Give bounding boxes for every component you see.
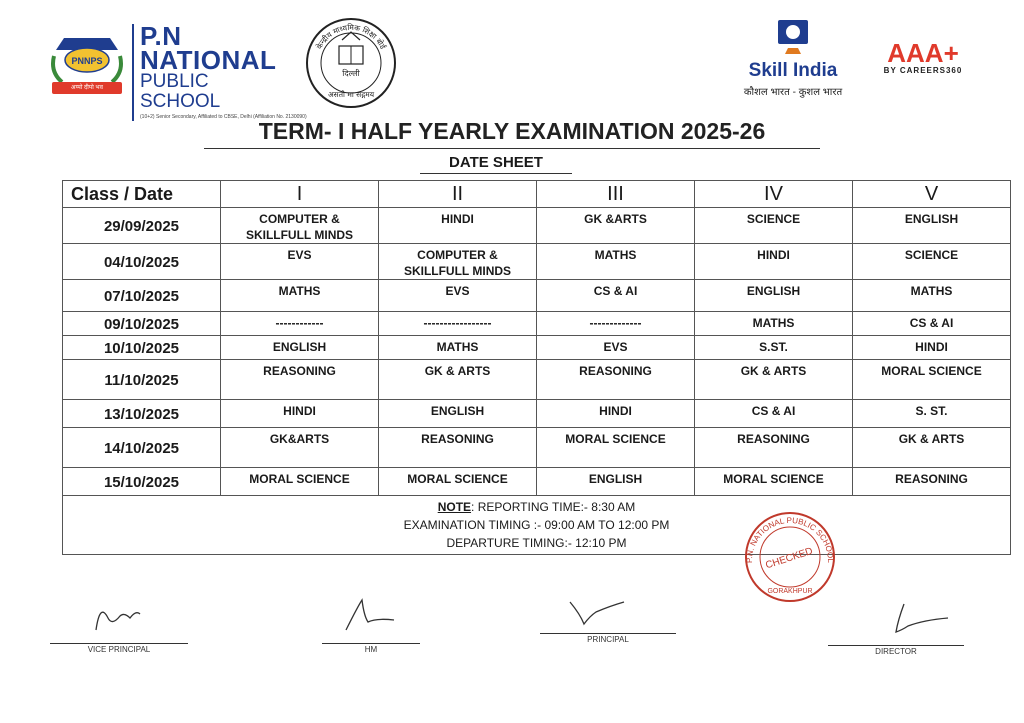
vice-principal-label: VICE PRINCIPAL bbox=[87, 645, 151, 654]
table-cell: ENGLISH bbox=[537, 468, 695, 496]
stamp-bottom-text: GORAKHPUR bbox=[767, 588, 813, 595]
table-cell: MORAL SCIENCE bbox=[853, 360, 1011, 400]
header-class-2: II bbox=[379, 181, 537, 208]
table-cell: ------------- bbox=[537, 312, 695, 336]
school-stamp-icon bbox=[734, 505, 846, 605]
skill-india-emblem-icon bbox=[776, 18, 810, 56]
table-cell: SCIENCE bbox=[695, 208, 853, 244]
hm-label: HM bbox=[364, 645, 378, 654]
page-title: TERM- I HALF YEARLY EXAMINATION 2025-26 bbox=[204, 118, 820, 149]
school-name-line2: NATIONAL bbox=[140, 45, 277, 75]
table-cell: MATHS bbox=[853, 280, 1011, 312]
accreditation-grade: AAA+ bbox=[887, 38, 959, 68]
reporting-time: : REPORTING TIME:- 8:30 AM bbox=[471, 500, 636, 514]
table-row bbox=[63, 428, 1011, 468]
notes-cell bbox=[63, 496, 1011, 555]
table-cell: HINDI bbox=[379, 208, 537, 244]
row-date: 10/10/2025 bbox=[63, 336, 221, 360]
table-row bbox=[63, 468, 1011, 496]
seal-center-text: दिल्ली bbox=[342, 69, 360, 78]
exam-timing: EXAMINATION TIMING :- 09:00 AM TO 12:00 PM bbox=[403, 518, 670, 532]
signature-scribble-icon bbox=[540, 594, 676, 628]
table-cell: MORAL SCIENCE bbox=[537, 428, 695, 468]
table-cell: MORAL SCIENCE bbox=[695, 468, 853, 496]
table-cell: COMPUTER & SKILLFULL MINDS bbox=[221, 208, 379, 244]
accreditation-logo bbox=[868, 40, 978, 90]
table-cell: ENGLISH bbox=[221, 336, 379, 360]
notes-row bbox=[63, 496, 1011, 555]
table-cell: REASONING bbox=[537, 360, 695, 400]
row-date: 04/10/2025 bbox=[63, 244, 221, 280]
table-cell: MATHS bbox=[695, 312, 853, 336]
school-name-line1: P.N bbox=[140, 21, 182, 51]
table-cell: HINDI bbox=[695, 244, 853, 280]
table-cell: SCIENCE bbox=[853, 244, 1011, 280]
header-class-5: V bbox=[853, 181, 1011, 208]
seal-top-text: केन्द्रीय माध्यमिक शिक्षा बोर्ड bbox=[314, 22, 388, 51]
table-cell: GK & ARTS bbox=[695, 360, 853, 400]
table-cell: MORAL SCIENCE bbox=[379, 468, 537, 496]
signature-scribble-icon bbox=[50, 596, 188, 638]
table-row bbox=[63, 208, 1011, 244]
skill-india-name: Skill India bbox=[748, 60, 838, 81]
table-cell: REASONING bbox=[379, 428, 537, 468]
stamp-center-text: CHECKED bbox=[764, 545, 815, 572]
signature-scribble-icon bbox=[322, 596, 420, 638]
table-cell: EVS bbox=[221, 244, 379, 280]
row-date: 14/10/2025 bbox=[63, 428, 221, 468]
school-affiliation: (10+2) Senior Secondary, Affiliated to CBSE, Delhi (Affiliation No. 2130090) bbox=[140, 114, 307, 120]
table-row bbox=[63, 360, 1011, 400]
table-cell: HINDI bbox=[853, 336, 1011, 360]
row-date: 11/10/2025 bbox=[63, 360, 221, 400]
table-cell: S.ST. bbox=[695, 336, 853, 360]
row-date: 09/10/2025 bbox=[63, 312, 221, 336]
table-cell: ------------ bbox=[221, 312, 379, 336]
accreditation-by: BY CAREERS360 bbox=[883, 66, 963, 75]
principal-label: PRINCIPAL bbox=[587, 635, 629, 644]
table-row bbox=[63, 336, 1011, 360]
departure-timing: DEPARTURE TIMING:- 12:10 PM bbox=[446, 536, 627, 550]
table-cell: HINDI bbox=[221, 400, 379, 428]
table-cell: GK & ARTS bbox=[379, 360, 537, 400]
table-cell: ----------------- bbox=[379, 312, 537, 336]
school-logo bbox=[48, 21, 307, 120]
table-cell: ENGLISH bbox=[379, 400, 537, 428]
table-cell: MATHS bbox=[537, 244, 695, 280]
table-cell: COMPUTER & SKILLFULL MINDS bbox=[379, 244, 537, 280]
table-cell: GK & ARTS bbox=[853, 428, 1011, 468]
table-cell: CS & AI bbox=[537, 280, 695, 312]
table-cell: CS & AI bbox=[853, 312, 1011, 336]
table-cell: REASONING bbox=[853, 468, 1011, 496]
table-cell: REASONING bbox=[221, 360, 379, 400]
table-cell: ENGLISH bbox=[695, 280, 853, 312]
stamp-ring-text: P.N. NATIONAL PUBLIC SCHOOL bbox=[744, 515, 836, 564]
table-cell: HINDI bbox=[537, 400, 695, 428]
director-label: DIRECTOR bbox=[875, 647, 917, 656]
signature-principal bbox=[540, 594, 676, 644]
row-date: 15/10/2025 bbox=[63, 468, 221, 496]
table-row bbox=[63, 280, 1011, 312]
table-cell: S. ST. bbox=[853, 400, 1011, 428]
table-cell: GK&ARTS bbox=[221, 428, 379, 468]
table-row bbox=[63, 312, 1011, 336]
signature-director bbox=[828, 600, 964, 656]
row-date: 29/09/2025 bbox=[63, 208, 221, 244]
table-cell: ENGLISH bbox=[853, 208, 1011, 244]
table-cell: EVS bbox=[379, 280, 537, 312]
page-subtitle: DATE SHEET bbox=[420, 154, 572, 174]
school-motto-banner: अप्पो दीपो भव bbox=[52, 82, 122, 94]
skill-india-logo bbox=[738, 18, 848, 102]
table-cell: CS & AI bbox=[695, 400, 853, 428]
note-label: NOTE bbox=[437, 500, 472, 514]
header-class-3: III bbox=[537, 181, 695, 208]
row-date: 13/10/2025 bbox=[63, 400, 221, 428]
table-cell: REASONING bbox=[695, 428, 853, 468]
school-name-line3: PUBLIC SCHOOL bbox=[140, 71, 221, 112]
skill-india-tagline: कौशल भारत - कुशल भारत bbox=[743, 87, 843, 98]
header-class-date: Class / Date bbox=[63, 181, 221, 208]
row-date: 07/10/2025 bbox=[63, 280, 221, 312]
table-cell: GK &ARTS bbox=[537, 208, 695, 244]
table-cell: EVS bbox=[537, 336, 695, 360]
cbse-seal-icon bbox=[304, 16, 398, 110]
svg-text:PNNPS: PNNPS bbox=[71, 56, 103, 66]
header-class-4: IV bbox=[695, 181, 853, 208]
table-row bbox=[63, 400, 1011, 428]
signature-vice-principal bbox=[50, 596, 188, 654]
header-class-1: I bbox=[221, 181, 379, 208]
table-cell: MATHS bbox=[221, 280, 379, 312]
table-cell: MORAL SCIENCE bbox=[221, 468, 379, 496]
table-header-row bbox=[63, 181, 1011, 208]
table-row bbox=[63, 244, 1011, 280]
signature-scribble-icon bbox=[828, 600, 964, 640]
table-cell: MATHS bbox=[379, 336, 537, 360]
date-sheet-table bbox=[62, 180, 1011, 555]
reporting-time-note bbox=[67, 498, 1006, 516]
seal-motto: असतो मा सद्गमय bbox=[327, 90, 375, 99]
school-name bbox=[132, 21, 307, 121]
signature-hm bbox=[322, 596, 420, 654]
